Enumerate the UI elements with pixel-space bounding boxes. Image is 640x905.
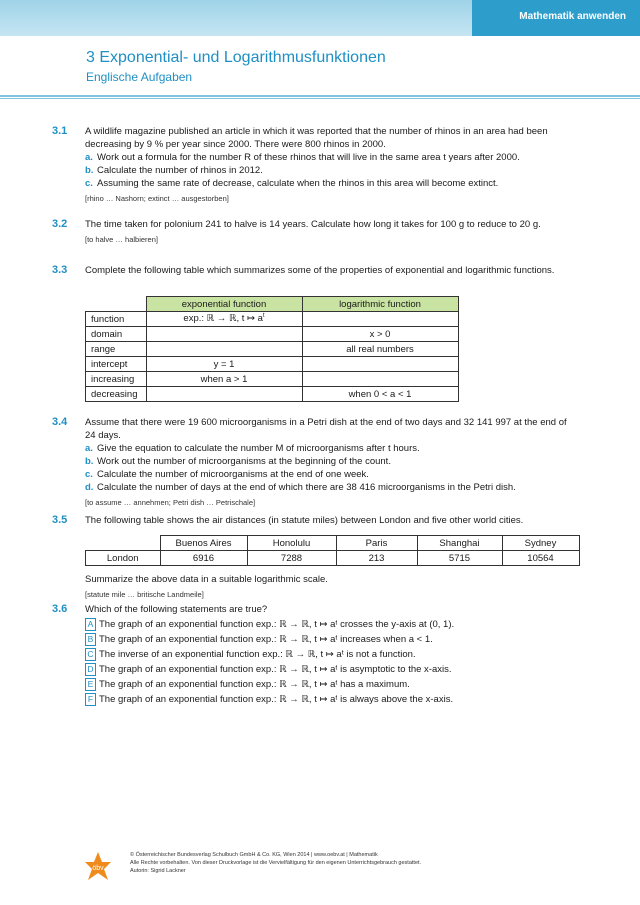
option-checkbox[interactable]: F [85, 693, 96, 706]
cell-log [302, 372, 458, 387]
city-header: Honolulu [247, 536, 336, 551]
section-label: Mathematik anwenden [519, 11, 626, 22]
option-checkbox[interactable]: C [85, 648, 96, 661]
cell-log [302, 357, 458, 372]
table-row [86, 342, 459, 357]
option-b[interactable]: B The graph of an exponential function exp.: ℝ → ℝ, t ↦ aᵗ increases when a < 1. [85, 633, 575, 646]
oebv-logo-icon [84, 850, 112, 886]
task-text: Which of the following statements are true? [85, 604, 268, 615]
table-row [86, 551, 580, 566]
vocab-note: [to assume … annehmen; Petri dish … Petrischale] [85, 498, 256, 507]
table-row [86, 327, 459, 342]
task-number: 3.6 [52, 603, 68, 615]
cell-log: all real numbers [302, 342, 458, 357]
option-checkbox[interactable]: D [85, 663, 96, 676]
cell-exp: y = 1 [146, 357, 302, 372]
table-row [86, 357, 459, 372]
task-text: Complete the following table which summarizes some of the properties of exponential and logarithmic functions. [85, 265, 555, 276]
distance-cell: 6916 [160, 551, 247, 566]
option-f[interactable]: F The graph of an exponential function exp.: ℝ → ℝ, t ↦ aᵗ is always above the x-axis. [85, 693, 575, 706]
footer-credits: © Österreichischer Bundesverlag Schulbuch GmbH & Co. KG, Wien 2014 | www.oebv.at | Mathematik Alle Rechte vorbehalten. Von dieser Druckvorlage ist die Vervielfältigung für den eigenen Unterrichtsgebrauch gestattet. Autorin: Sigrid Lackner [130, 852, 422, 874]
table-row [86, 387, 459, 402]
row-label: domain [86, 327, 147, 342]
option-a[interactable]: A The graph of an exponential function exp.: ℝ → ℝ, t ↦ aᵗ crosses the y-axis at (0, 1). [85, 618, 575, 631]
section-tab [472, 0, 640, 36]
task-number: 3.3 [52, 264, 68, 276]
vocab-note: [to halve … halbieren] [85, 235, 158, 244]
subtask-a: a. Give the equation to calculate the number M of microorganisms after t hours. [85, 443, 420, 454]
cell-log: x > 0 [302, 327, 458, 342]
city-header: Sydney [502, 536, 579, 551]
task-text: The time taken for polonium 241 to halve is 14 years. Calculate how long it takes for 100 g to reduce to 20 g. [85, 219, 541, 230]
cell-log: when 0 < a < 1 [302, 387, 458, 402]
cell-log [302, 312, 458, 327]
city-header: Shanghai [417, 536, 502, 551]
task-text: Summarize the above data in a suitable logarithmic scale. [85, 574, 328, 585]
logo-text: öbv [92, 865, 104, 872]
row-label: decreasing [86, 387, 147, 402]
page-title: 3 Exponential- und Logarithmusfunktionen [86, 49, 386, 66]
city-header: Buenos Aires [160, 536, 247, 551]
properties-table [85, 296, 459, 402]
cell-exp [146, 387, 302, 402]
row-label: increasing [86, 372, 147, 387]
subtask-b: b. Calculate the number of rhinos in 2012. [85, 165, 263, 176]
distance-cell: 7288 [247, 551, 336, 566]
table-row [86, 312, 459, 327]
row-label: range [86, 342, 147, 357]
cell-exp [146, 327, 302, 342]
option-checkbox[interactable]: E [85, 678, 96, 691]
page-subtitle: Englische Aufgaben [86, 70, 193, 84]
option-c[interactable]: C The inverse of an exponential function exp.: ℝ → ℝ, t ↦ aᵗ is not a function. [85, 648, 575, 661]
distance-cell: 5715 [417, 551, 502, 566]
cell-exp: exp.: ℝ → ℝ, t ↦ $a^t$ [146, 312, 302, 327]
task-number: 3.4 [52, 416, 68, 428]
task-number: 3.2 [52, 218, 68, 230]
header-divider-thin [0, 98, 640, 99]
vocab-note: [statute mile … britische Landmeile] [85, 590, 204, 599]
vocab-note: [rhino … Nashorn; extinct … ausgestorben] [85, 194, 229, 203]
option-d[interactable]: D The graph of an exponential function exp.: ℝ → ℝ, t ↦ aᵗ is asymptotic to the x-axis. [85, 663, 575, 676]
task-3-5-cont [85, 573, 565, 601]
col-header-exponential: exponential function [146, 297, 302, 312]
task-text: The following table shows the air distances (in statute miles) between London and five other world cities. [85, 515, 524, 526]
col-header-logarithmic: logarithmic function [302, 297, 458, 312]
subtask-d: d. Calculate the number of days at the end of which there are 38 416 microorganisms in the Petri dish. [85, 482, 516, 493]
task-text: A wildlife magazine published an article in which it was reported that the number of rhinos in an area had been decreasing by 9 % per year since 2000. There were 800 rhinos in 2000. [85, 126, 548, 150]
row-label: intercept [86, 357, 147, 372]
subtask-c: c. Calculate the number of microorganisms at the end of one week. [85, 469, 369, 480]
subtask-b: b. Work out the number of microorganisms at the beginning of the count. [85, 456, 391, 467]
table-row [86, 372, 459, 387]
task-number: 3.1 [52, 125, 68, 137]
distance-cell: 213 [336, 551, 417, 566]
subtask-a: a. Work out a formula for the number R of these rhinos that will live in the same area t years after 2000. [85, 152, 520, 163]
row-label: London [86, 551, 161, 566]
task-text: Assume that there were 19 600 microorganisms in a Petri dish at the end of two days and 32 141 997 at the end of 24 days. [85, 417, 567, 441]
cell-exp [146, 342, 302, 357]
subtask-c: c. Assuming the same rate of decrease, calculate when the rhinos in this area will become extinct. [85, 178, 499, 189]
city-header: Paris [336, 536, 417, 551]
option-checkbox[interactable]: A [85, 618, 96, 631]
option-e[interactable]: E The graph of an exponential function exp.: ℝ → ℝ, t ↦ aᵗ has a maximum. [85, 678, 575, 691]
distance-cell: 10564 [502, 551, 579, 566]
header-divider [0, 95, 640, 97]
option-checkbox[interactable]: B [85, 633, 96, 646]
distance-table [85, 535, 580, 566]
top-banner [0, 0, 640, 36]
task-number: 3.5 [52, 514, 68, 526]
row-label: function [86, 312, 147, 327]
cell-exp: when a > 1 [146, 372, 302, 387]
